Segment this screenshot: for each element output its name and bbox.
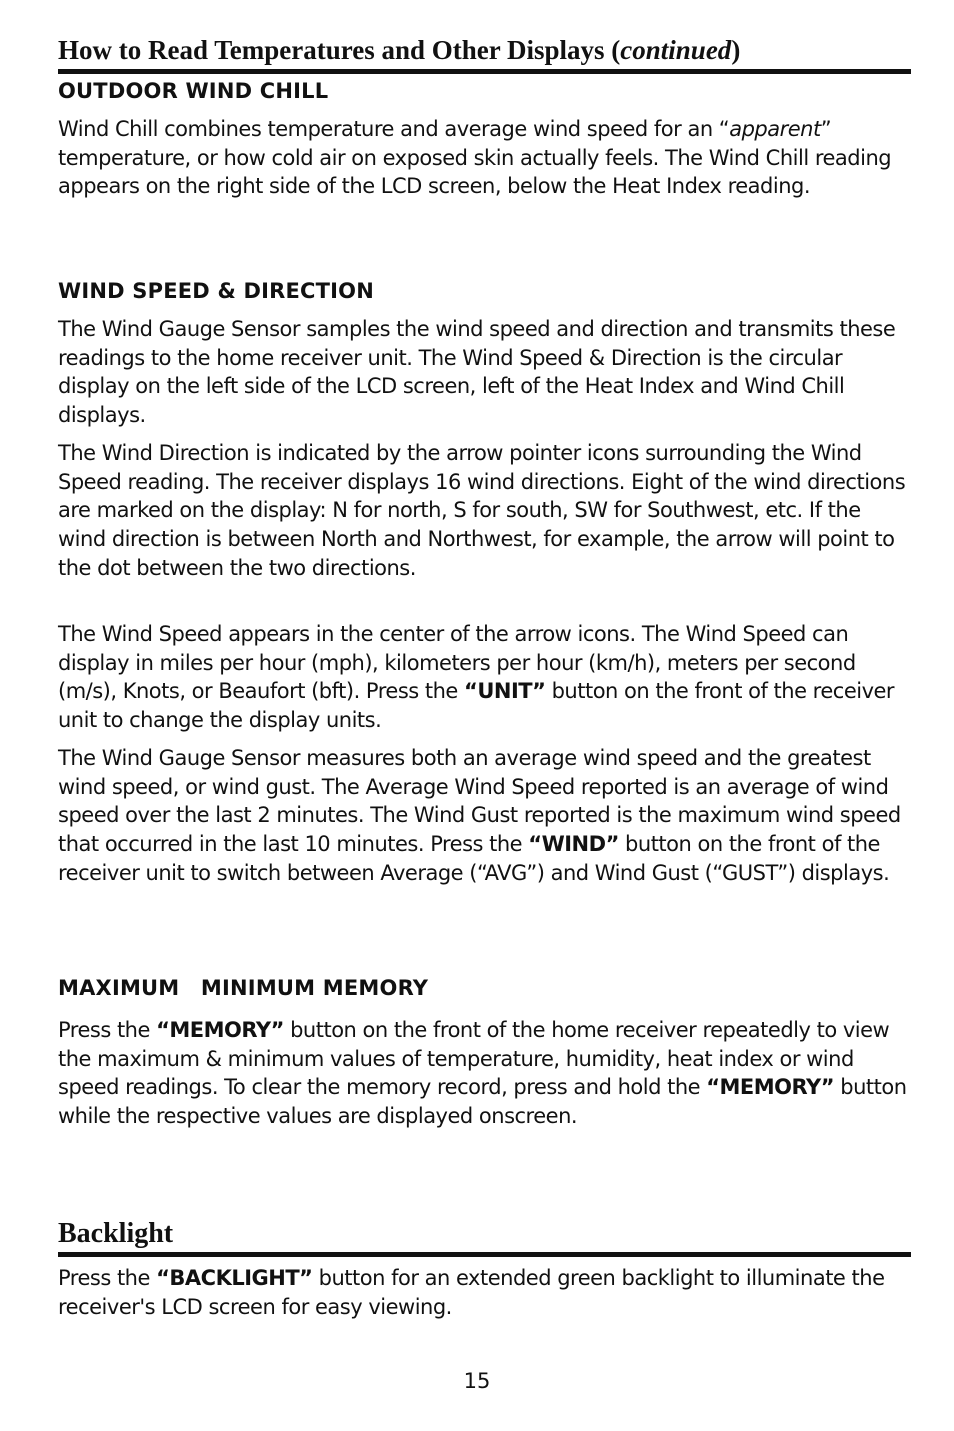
title-rule [58,69,911,74]
max-min-memory-heading: MAXIMUM MINIMUM MEMORY [58,976,429,1000]
backlight-heading: Backlight [58,1218,174,1249]
unit-button-ref: “UNIT” [464,679,546,704]
wind-chill-paragraph: Wind Chill combines temperature and average wind speed for an “apparent” temperature, or how cold air on exposed skin actually feels. The Wind Chill reading appears on the right side of the LCD screen, below the Heat Index reading. [58,117,892,199]
wind-speed-direction-heading: WIND SPEED & DIRECTION [58,279,375,303]
backlight-paragraph: Press the “BACKLIGHT” button for an extended green backlight to illuminate the receiver's LCD screen for easy viewing. [58,1266,885,1319]
page-title [58,32,740,68]
title-continued: continued [620,35,732,65]
wind-speed-p3 [58,620,914,735]
max-min-memory-body [58,1016,914,1131]
outdoor-wind-chill-heading: OUTDOOR WIND CHILL [58,79,329,103]
wind-button-ref: “WIND” [528,832,619,857]
wind-speed-paragraph-2: The Wind Direction is indicated by the arrow pointer icons surrounding the Wind Speed reading. The receiver displays 16 wind directions. Eight of the wind directions are marked on the display: N for north, S for south, SW for Southwest, etc. If the wind direction is between North and Northwest, for example, the arrow will point to the dot between the two directions. [58,441,906,580]
wind-speed-p4 [58,744,914,888]
memory-paragraph: Press the “MEMORY” button on the front of the home receiver repeatedly to view the maximum & minimum values of temperature, humidity, heat index or wind speed readings. To clear the memory record, press and hold the “MEMORY” button while the respective values are displayed onscreen. [58,1018,907,1129]
memory-button-ref-2: “MEMORY” [706,1075,835,1100]
wind-speed-paragraph-3: The Wind Speed appears in the center of the arrow icons. The Wind Speed can display in miles per hour (mph), kilometers per hour (km/h), meters per second (m/s), Knots, or Beaufort (bft). Press the “UNIT” button on the front of the receiver unit to change the display units. [58,622,895,733]
title-text: How to Read Temperatures and Other Displays ( [58,35,621,65]
wind-speed-p2 [58,439,914,583]
wind-speed-paragraph-1: The Wind Gauge Sensor samples the wind speed and direction and transmits these readings to the home receiver unit. The Wind Speed & Direction is the circular display on the left side of the LCD screen, left of the Heat Index and Wind Chill displays. [58,317,896,428]
wind-speed-p1 [58,315,914,430]
memory-button-ref-1: “MEMORY” [156,1018,284,1042]
backlight-body [58,1264,914,1321]
page-number: 15 [463,1369,491,1393]
title-close: ) [731,35,741,65]
outdoor-wind-chill-body [58,115,914,201]
backlight-rule [58,1252,911,1257]
backlight-button-ref: “BACKLIGHT” [156,1266,313,1290]
wind-speed-paragraph-4: The Wind Gauge Sensor measures both an average wind speed and the greatest wind speed, or wind gust. The Average Wind Speed reported is an average of wind speed over the last 2 minutes. The Wind Gust reported is the maximum wind speed that occurred in the last 10 minutes. Press the “WIND” button on the front of the receiver unit to switch between Average (“AVG”) and Wind Gust (“GUST”) displays. [58,746,901,885]
